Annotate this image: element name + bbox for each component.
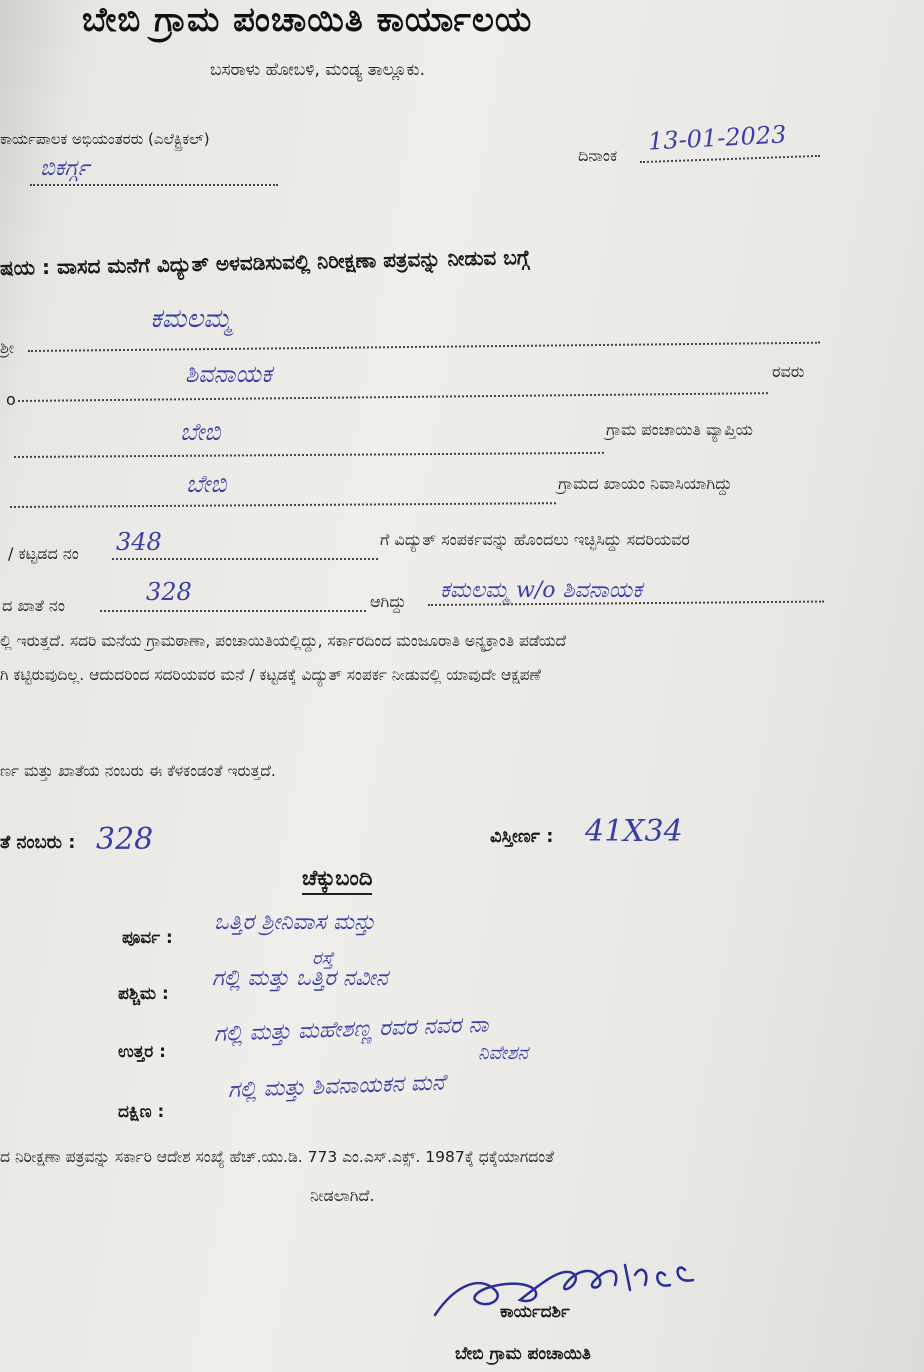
row5-value: 348 [116,528,162,556]
row5-dotted-line [112,558,378,560]
recipient-place-handwritten: ಬಿಕರ್ಗ್ಗ [40,156,90,181]
row4-value: ಬೇಬಿ [186,470,227,498]
area-label: ವಿಸ್ತೀರ್ಣ : [490,826,554,847]
east-value-2: ರಸ್ತೆ [312,948,334,969]
signatory-designation: ಕಾರ್ಯದರ್ಶಿ [500,1302,570,1322]
south-label: ದಕ್ಷಿಣ : [118,1102,165,1122]
date-label: ದಿನಾಂಕ [578,146,618,165]
north-label: ಉತ್ತರ : [118,1042,166,1062]
south-value: ಗಲ್ಲಿ ಮತ್ತು ಶಿವನಾಯಕನ ಮನೆ [227,1070,446,1103]
row2-suffix: ರವರು [772,362,805,381]
row4-dotted-line [10,502,556,508]
row5-suffix: ಗೆ ವಿದ್ಯುತ್ ಸಂಪರ್ಕವನ್ನು ಹೊಂದಲು ಇಚ್ಛಿಸಿದ್ದು ಸದರಿಯವರ [380,530,690,549]
row4-suffix: ಗ್ರಾಮದ ಖಾಯಂ ನಿವಾಸಿಯಾಗಿದ್ದು [558,474,732,493]
row6-dotted-line [100,610,366,612]
office-address: ಬಸರಾಳು ಹೋಬಳಿ, ಮಂಡ್ಯ ತಾಲ್ಲೂಕು. [210,60,425,80]
row1-dotted-line [28,342,820,352]
recipient-designation: ಕಾರ್ಯಪಾಲಕ ಅಭಿಯಂತರರು (ಎಲೆಕ್ಟ್ರಿಕಲ್) [0,130,210,148]
east-value: ಒತ್ತಿರ ಶ್ರೀನಿವಾಸ ಮನ್ತು [214,910,376,935]
row6-mid: ಆಗಿದ್ದು [370,592,407,611]
khata-value: 328 [96,822,154,857]
row6-value: 328 [146,578,192,606]
east-label: ಪೂರ್ವ : [122,928,173,948]
west-label: ಪಶ್ಚಿಮ : [118,984,169,1004]
footer-line-2: ನೀಡಲಾಗಿದೆ. [310,1186,375,1205]
row5-prefix: / ಕಟ್ಟಡದ ನಂ [8,544,79,563]
boundaries-heading: ಚೆಕ್ಕುಬಂದಿ [302,866,372,895]
body-line-2: ಗಿ ಕಟ್ಟಿರುವುದಿಲ್ಲ. ಆದುದರಿಂದ ಸದರಿಯವರ ಮನೆ / ಕಟ್ಟಡಕ್ಕೆ ವಿದ್ಯುತ್ ಸಂಪರ್ಕ ನೀಡುವಲ್ಲಿ ಯಾವುದೇ ಆಕ್ಷಪಣೆ [0,666,541,684]
row2-prefix: o [6,390,16,409]
signature-mark [425,1245,725,1325]
row1-value: ಕಮಲಮ್ಮ [150,304,232,334]
footer-line-1: ದ ನಿರೀಕ್ಷಣಾ ಪತ್ರವನ್ನು ಸರ್ಕಾರಿ ಆದೇಶ ಸಂಖ್ಯೆ ಹೆಚ್.ಯು.ಡಿ. 773 ಎಂ.ಎಸ್.ಎಕ್ಸ್. 1987ಕ್ಕೆ ಧಕ್ಕೆಯಾಗದಂತೆ [0,1148,554,1166]
north-value-2: ನಿವೇಶನ [478,1042,528,1064]
date-value: 13-01-2023 [647,120,788,156]
west-value: ಗಲ್ಲಿ ಮತ್ತು ಒತ್ತಿರ ನವೀನ [212,966,388,991]
body-line-3: ರ್ಣ ಮತ್ತು ಖಾತೆಯ ನಂಬರು ಈ ಕೆಳಕಂಡಂತೆ ಇರುತ್ತದೆ. [0,762,276,780]
signatory-office: ಬೇಬಿ ಗ್ರಾಮ ಪಂಚಾಯಿತಿ [455,1344,591,1364]
place-dotted-line [30,184,278,186]
north-value: ಗಲ್ಲಿ ಮತ್ತು ಮಹೇಶಣ್ಣ ರವರ ನವರ ನಾ [213,1012,489,1047]
row6-value2: ಕಮಲಮ್ಮ w/o ಶಿವನಾಯಕ [440,578,643,603]
body-line-1: ಲ್ಲಿ ಇರುತ್ತದೆ. ಸದರಿ ಮನೆಯ ಗ್ರಾಮಠಾಣಾ, ಪಂಚಾಯಿತಿಯಲ್ಲಿದ್ದು, ಸರ್ಕಾರದಿಂದ ಮಂಜೂರಾತಿ ಅನ್ಯಕ್ರಾಂತಿ ಪಡೆಯದೆ [0,632,567,650]
row3-suffix: ಗ್ರಾಮ ಪಂಚಾಯಿತಿ ವ್ಯಾಪ್ತಿಯ [606,420,753,439]
area-value: 41X34 [585,814,683,849]
office-title: ಬೇಬಿ ಗ್ರಾಮ ಪಂಚಾಯಿತಿ ಕಾರ್ಯಾಲಯ [82,0,533,40]
row6-prefix: ದ ಖಾತೆ ನಂ [2,596,65,615]
row3-value: ಬೇಬಿ [180,418,221,446]
row2-value: ಶಿವನಾಯಕ [185,360,272,388]
row2-dotted-line [18,392,768,402]
khata-label: ತೆ ನಂಬರು : [0,832,76,853]
date-dotted-line [640,155,820,163]
row1-prefix: ಶ್ರೀ [0,338,15,357]
subject-line: ಷಯ : ವಾಸದ ಮನೆಗೆ ವಿದ್ಯುತ್ ಅಳವಡಿಸುವಲ್ಲಿ ನಿರೀಕ್ಷಣಾ ಪತ್ರವನ್ನು ನೀಡುವ ಬಗ್ಗೆ [0,244,530,280]
row3-dotted-line [14,452,604,458]
